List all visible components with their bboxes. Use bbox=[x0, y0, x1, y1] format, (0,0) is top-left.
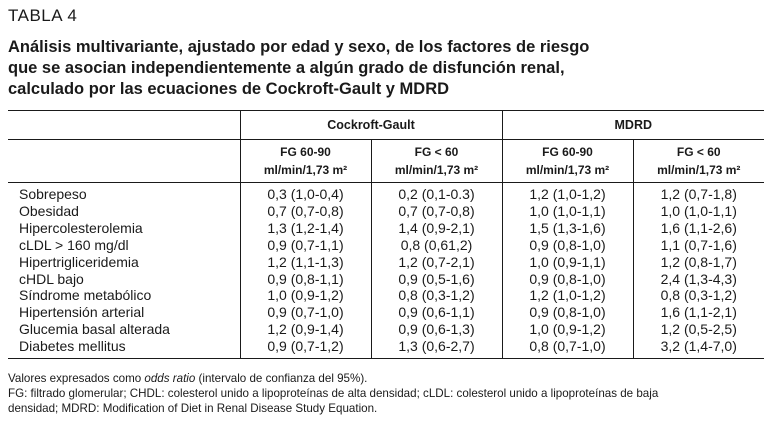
value-cell: 0,9 (0,8-1,0) bbox=[502, 271, 633, 288]
value-cell: 0,9 (0,7-1,2) bbox=[240, 338, 371, 358]
value-cell: 0,8 (0,3-1,2) bbox=[371, 287, 502, 304]
table-body bbox=[8, 183, 764, 359]
table-row bbox=[8, 304, 764, 321]
group-header-cockroft-gault: Cockroft-Gault bbox=[240, 111, 502, 140]
value-cell: 0,9 (0,6-1,3) bbox=[371, 321, 502, 338]
row-label: cHDL bajo bbox=[19, 270, 84, 287]
footnote-line-1: Valores expresados como odds ratio (intervalo de confianza del 95%). bbox=[8, 372, 368, 385]
table-row bbox=[8, 271, 764, 288]
table-row bbox=[8, 203, 764, 220]
table-row bbox=[8, 287, 764, 304]
subheader-cg-fg-lt-60: FG < 60 ml/min/1,73 m² bbox=[371, 140, 502, 183]
footnote bbox=[8, 371, 764, 416]
table-row bbox=[8, 338, 764, 358]
value-cell: 1,2 (1,0-1,2) bbox=[502, 183, 633, 203]
value-cell: 1,5 (1,3-1,6) bbox=[502, 220, 633, 237]
subheader-mdrd-fg-60-90: FG 60-90 ml/min/1,73 m² bbox=[502, 140, 633, 183]
value-cell: 1,0 (1,0-1,1) bbox=[633, 203, 764, 220]
title-line-1: Análisis multivariante, ajustado por edad y sexo, de los factores de riesgo bbox=[8, 38, 590, 56]
value-cell: 1,6 (1,1-2,6) bbox=[633, 220, 764, 237]
value-cell: 1,3 (0,6-2,7) bbox=[371, 338, 502, 358]
group-header-mdrd: MDRD bbox=[502, 111, 764, 140]
row-label: Obesidad bbox=[19, 202, 79, 219]
value-cell: 0,9 (0,5-1,6) bbox=[371, 271, 502, 288]
title-line-2: que se asocian independientemente a algún grado de disfunción renal, bbox=[8, 59, 565, 77]
value-cell: 0,7 (0,7-0,8) bbox=[371, 203, 502, 220]
value-cell: 2,4 (1,3-4,3) bbox=[633, 271, 764, 288]
value-cell: 0,9 (0,8-1,0) bbox=[502, 304, 633, 321]
value-cell: 0,9 (0,7-1,0) bbox=[240, 304, 371, 321]
title-line-3: calculado por las ecuaciones de Cockroft-Gault y MDRD bbox=[8, 80, 450, 98]
table-row bbox=[8, 237, 764, 254]
value-cell: 0,9 (0,8-1,0) bbox=[502, 237, 633, 254]
value-cell: 1,2 (0,7-1,8) bbox=[633, 183, 764, 203]
group-header-row bbox=[8, 111, 764, 140]
empty-subheader-cell bbox=[8, 140, 240, 183]
value-cell: 1,2 (1,1-1,3) bbox=[240, 254, 371, 271]
subheader-cg-fg-60-90: FG 60-90 ml/min/1,73 m² bbox=[240, 140, 371, 183]
footnote-line-2: FG: filtrado glomerular; CHDL: colesterol unido a lipoproteínas de alta densidad; cLDL: colesterol unido a lipoproteínas de baja bbox=[8, 387, 659, 400]
value-cell: 0,2 (0,1-0.3) bbox=[371, 183, 502, 203]
value-cell: 0,3 (1,0-0,4) bbox=[240, 183, 371, 203]
value-cell: 1,6 (1,1-2,1) bbox=[633, 304, 764, 321]
row-label: Hipertensión arterial bbox=[19, 304, 145, 321]
row-label: Sobrepeso bbox=[19, 186, 87, 202]
row-label: Hipercolesterolemia bbox=[19, 219, 143, 236]
row-label: cLDL > 160 mg/dl bbox=[19, 236, 129, 253]
value-cell: 3,2 (1,4-7,0) bbox=[633, 338, 764, 358]
value-cell: 1,2 (1,0-1,2) bbox=[502, 287, 633, 304]
table-label: TABLA 4 bbox=[8, 6, 78, 25]
value-cell: 1,0 (1,0-1,1) bbox=[502, 203, 633, 220]
subheader-row bbox=[8, 140, 764, 183]
value-cell: 0,9 (0,7-1,1) bbox=[240, 237, 371, 254]
value-cell: 0,8 (0,61,2) bbox=[371, 237, 502, 254]
value-cell: 1,3 (1,2-1,4) bbox=[240, 220, 371, 237]
row-label: Diabetes mellitus bbox=[19, 338, 126, 355]
value-cell: 1,0 (0,9-1,1) bbox=[502, 254, 633, 271]
subheader-mdrd-fg-lt-60: FG < 60 ml/min/1,73 m² bbox=[633, 140, 764, 183]
value-cell: 1,2 (0,9-1,4) bbox=[240, 321, 371, 338]
value-cell: 1,0 (0,9-1,2) bbox=[240, 287, 371, 304]
table-row bbox=[8, 321, 764, 338]
table-row bbox=[8, 183, 764, 203]
value-cell: 0,8 (0,3-1,2) bbox=[633, 287, 764, 304]
value-cell: 0,9 (0,8-1,1) bbox=[240, 271, 371, 288]
table-title bbox=[8, 37, 748, 100]
value-cell: 1,2 (0,8-1,7) bbox=[633, 254, 764, 271]
results-table bbox=[8, 110, 764, 359]
row-label: Glucemia basal alterada bbox=[19, 321, 170, 338]
row-label: Síndrome metabólico bbox=[19, 287, 152, 304]
value-cell: 0,8 (0,7-1,0) bbox=[502, 338, 633, 358]
footnote-line-3: densidad; MDRD: Modification of Diet in Renal Disease Study Equation. bbox=[8, 402, 378, 415]
value-cell: 1,2 (0,7-2,1) bbox=[371, 254, 502, 271]
table-row bbox=[8, 220, 764, 237]
value-cell: 1,2 (0,5-2,5) bbox=[633, 321, 764, 338]
value-cell: 1,0 (0,9-1,2) bbox=[502, 321, 633, 338]
value-cell: 0,7 (0,7-0,8) bbox=[240, 203, 371, 220]
value-cell: 1,1 (0,7-1,6) bbox=[633, 237, 764, 254]
value-cell: 0,9 (0,6-1,1) bbox=[371, 304, 502, 321]
table-row bbox=[8, 254, 764, 271]
row-label: Hipertrigliceridemia bbox=[19, 253, 139, 270]
empty-header-cell bbox=[8, 111, 240, 140]
value-cell: 1,4 (0,9-2,1) bbox=[371, 220, 502, 237]
